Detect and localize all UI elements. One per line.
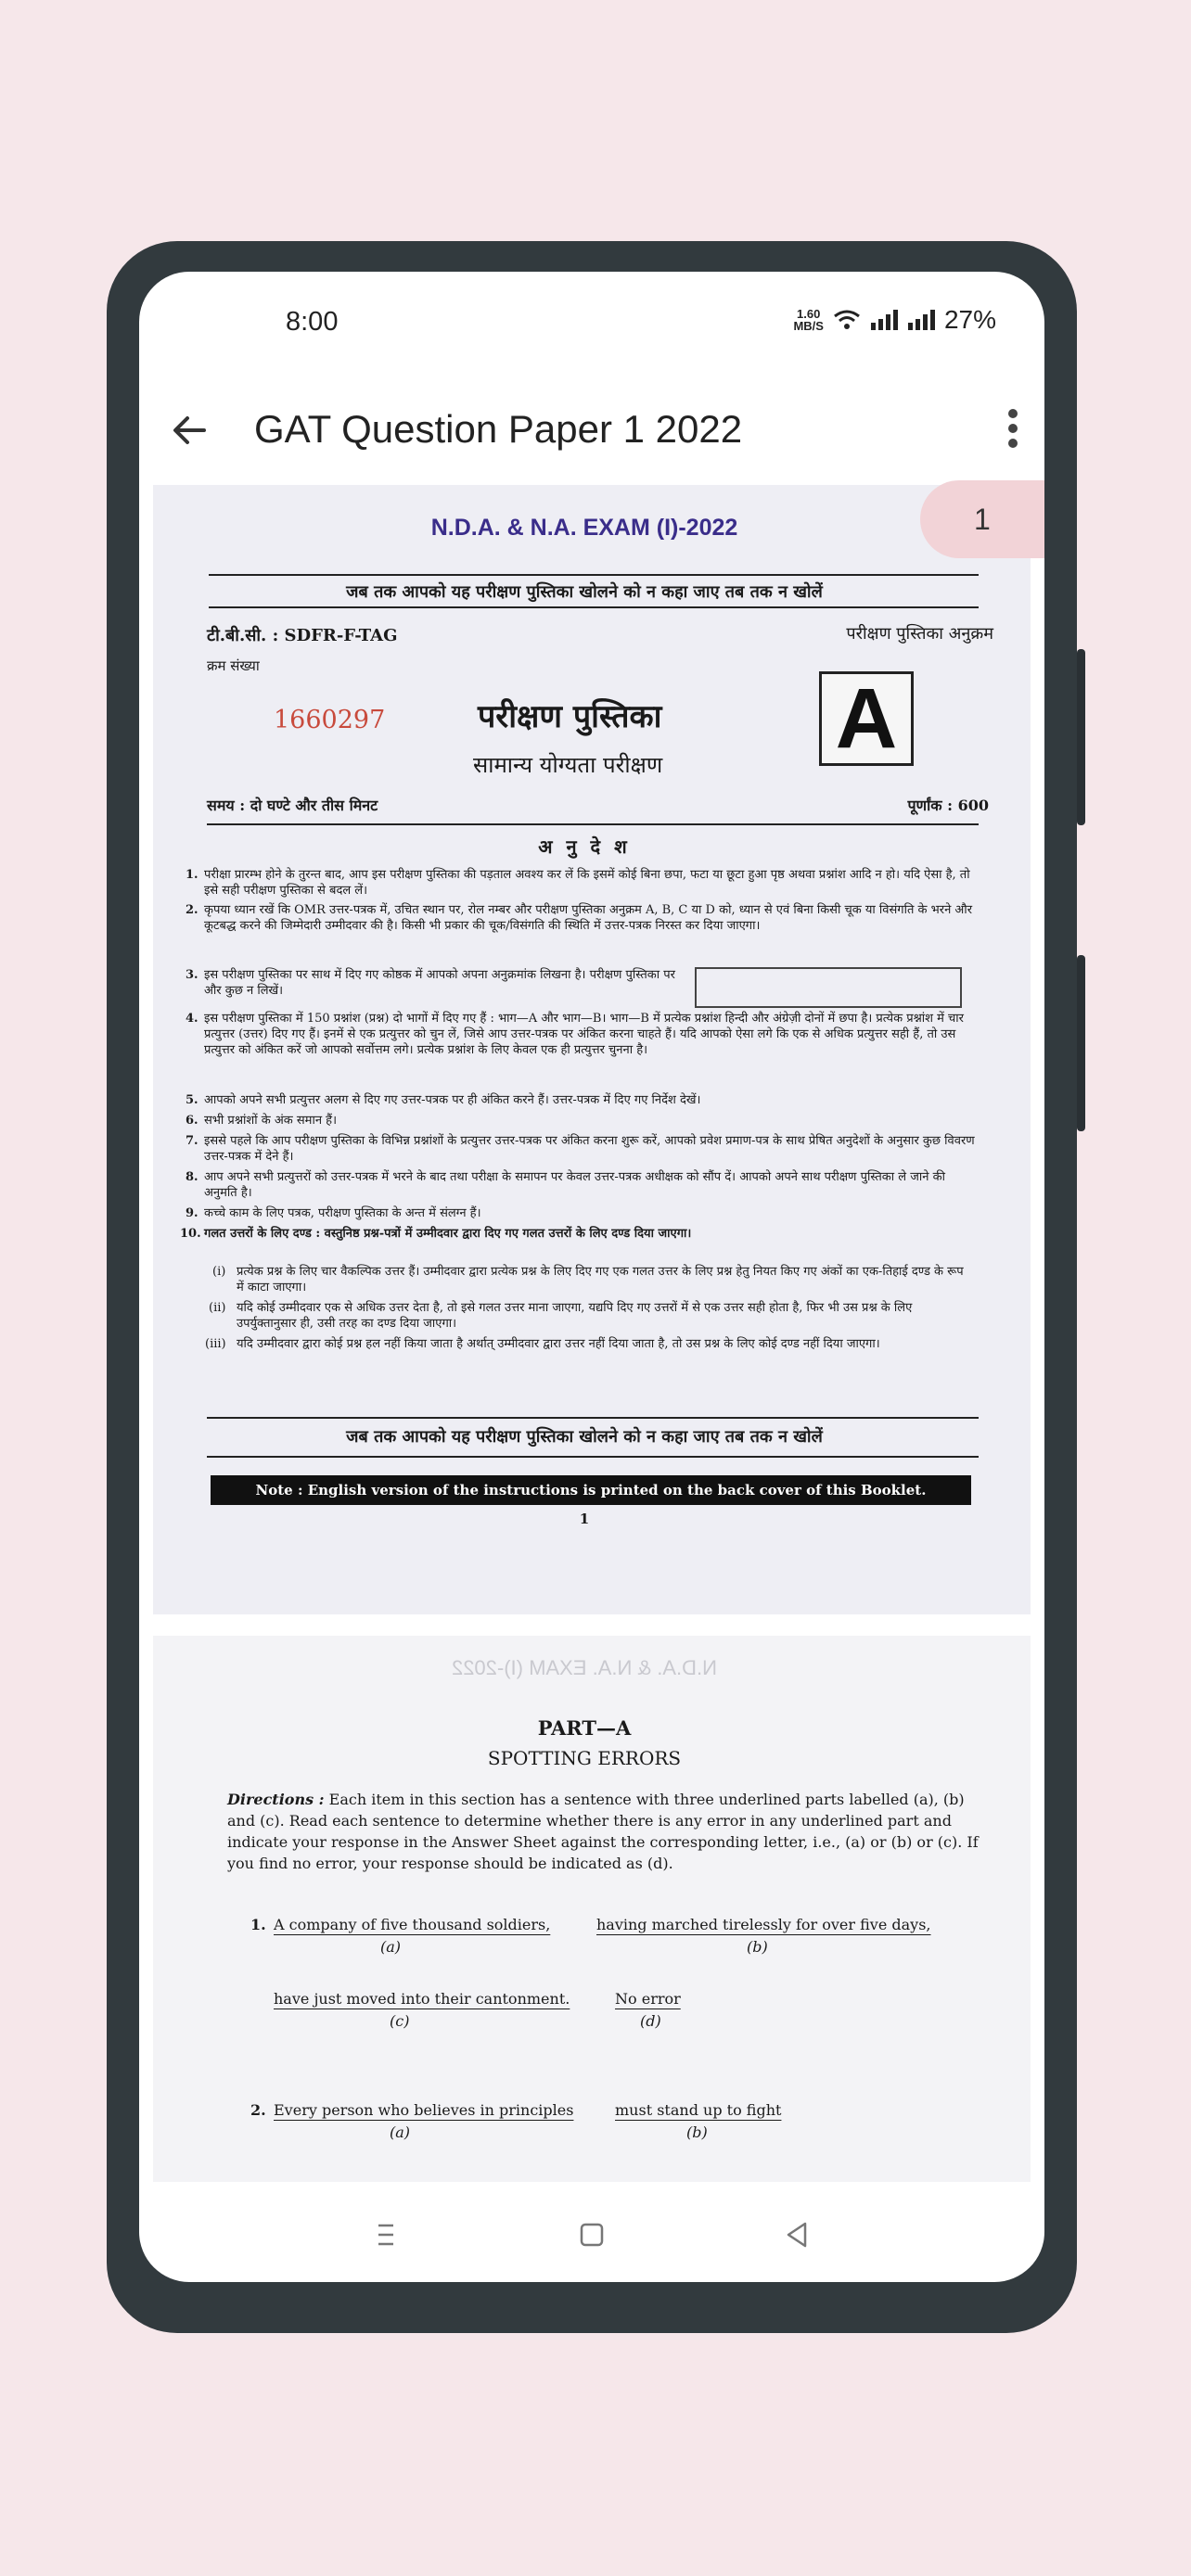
network-speed (793, 308, 824, 332)
booklet-sequence-label: परीक्षण पुस्तिका अनुक्रम (846, 624, 993, 644)
status-bar (139, 272, 1044, 374)
series-box (819, 671, 914, 766)
instruction-item: 10. गलत उत्तरों के लिए दण्ड : वस्तुनिष्ठ प्रश्न-पत्रों में उम्मीदवार द्वारा दिए गए गलत उत्तरों के लिए दण्ड दिया जाएगा। (180, 1227, 692, 1241)
q1-part-c: have just moved into their cantonment. (274, 1990, 570, 2008)
part-heading: PART—A (537, 1716, 632, 1740)
divider (207, 1456, 979, 1458)
q1-label-b: (b) (747, 1938, 768, 1956)
page-indicator (920, 480, 1044, 558)
serial-number: 1660297 (274, 706, 386, 734)
banner-bottom: जब तक आपको यह परीक्षण पुस्तिका खोलने को न कहा जाए तब तक न खोलें (346, 1427, 823, 1447)
pdf-page-1 (153, 485, 1031, 1614)
instruction-item: 3. इस परीक्षण पुस्तिका पर साथ में दिए गए कोष्ठक में आपको अपना अनुक्रमांक लिखना है। परीक्षण पुस्तिका पर और कुछ न लिखें। (186, 968, 675, 998)
question-2-number: 2. (250, 2101, 266, 2119)
q2-part-b: must stand up to fight (615, 2101, 782, 2119)
speed-value: 1.60 (797, 307, 821, 321)
signal-icon-2 (907, 310, 935, 330)
q1-part-b: having marched tirelessly for over five days, (596, 1916, 931, 1933)
divider (207, 823, 979, 825)
english-note: Note : English version of the instructions is printed on the back cover of this Booklet. (211, 1475, 971, 1505)
instructions-heading: अ नु दे श (538, 835, 631, 858)
divider (209, 606, 979, 608)
more-options-icon[interactable] (1005, 405, 1020, 453)
q2-label-b: (b) (686, 2123, 708, 2141)
back-nav-icon[interactable] (779, 2216, 816, 2253)
q1-label-a: (a) (380, 1938, 402, 1956)
instruction-item: 5. आपको अपने सभी प्रत्युत्तर अलग से दिए गए उत्तर-पत्रक पर ही अंकित करने हैं। उत्तर-पत्रक में दिए गए निर्देश देखें। (186, 1093, 701, 1107)
home-icon[interactable] (573, 2216, 610, 2253)
instruction-item: 2. कृपया ध्यान रखें कि OMR उत्तर-पत्रक में, उचित स्थान पर, रोल नम्बर और परीक्षण पुस्तिका अनुक्रम A, B, C या D को, ध्यान से एवं बिना किसी चूक या विसंगति के भरने और कूटबद्ध करने की जिम्मेदारी उम्मीदवार की है। किसी भी प्रकार की चूक/विसंगति की स्थिति में उत्तर-पत्रक निरस्त कर दिया जाएगा। (186, 903, 973, 933)
instruction-item: 6. सभी प्रश्नांशों के अंक समान हैं। (186, 1114, 337, 1128)
roll-number-box (695, 967, 962, 1008)
recent-apps-icon[interactable] (367, 2216, 404, 2253)
status-time: 8:00 (286, 307, 339, 337)
page-title: GAT Question Paper 1 2022 (254, 407, 743, 451)
q2-part-a: Every person who believes in principles (274, 2101, 574, 2119)
page-number: 1 (579, 1511, 590, 1527)
question-1-number: 1. (250, 1916, 266, 1933)
instruction-subitem: (iii) यदि उम्मीदवार द्वारा कोई प्रश्न हल नहीं किया जाता है अर्थात् उम्मीदवार द्वारा उत्तर नहीं दिया जाता है, तो उस प्रश्न के लिए कोई दण्ड नहीं दिया जाएगा। (205, 1337, 880, 1351)
system-nav-bar (139, 2196, 1044, 2279)
signal-icon (870, 310, 898, 330)
ghost-title: N.D.A. & N.A. EXAM (I)-2022 (451, 1656, 718, 1679)
exam-title: N.D.A. & N.A. EXAM (I)-2022 (430, 515, 738, 541)
instruction-item: 8. आप अपने सभी प्रत्युत्तरों को उत्तर-पत्रक में भरने के बाद तथा परीक्षा के समापन पर केवल उत्तर-पत्रक अधीक्षक को सौंप दें। आपको अपने साथ परीक्षण पुस्तिका ले जाने की अनुमति है। (186, 1170, 945, 1200)
tbc-label: टी.बी.सी. : SDFR-F-TAG (207, 626, 398, 645)
battery-percent: 27% (943, 305, 996, 334)
divider (209, 574, 979, 576)
series-letter: A (835, 671, 898, 766)
directions: Directions : Each item in this section has a sentence with three underlined parts labelled (a), (b) and (c). Read each sentence to determine whether there is any error in any underlined part and indicate your response in the Answer Sheet against the corresponding letter, i.e., (a) or (b) or (c). If you find no error, your response should be indicated as (d). (227, 1791, 979, 1872)
time-label: समय : दो घण्टे और तीस मिनट (207, 797, 378, 814)
booklet-subtitle: सामान्य योग्यता परीक्षण (473, 752, 663, 778)
pdf-page-2 (153, 1636, 1031, 2182)
q1-part-d: No error (615, 1990, 681, 2008)
instruction-item: 7. इससे पहले कि आप परीक्षण पुस्तिका के विभिन्न प्रश्नांशों के प्रत्युत्तर उत्तर-पत्रक पर अंकित करना शुरू करें, आपको प्रवेश प्रमाण-पत्र के साथ प्रेषित अनुदेशों के अनुसार कुछ विवरण उत्तर-पत्रक में देने हैं। (186, 1134, 975, 1164)
banner-top: जब तक आपको यह परीक्षण पुस्तिका खोलने को न कहा जाए तब तक न खोलें (346, 582, 823, 602)
divider (207, 1417, 979, 1419)
instruction-item: 4. इस परीक्षण पुस्तिका में 150 प्रश्नांश (प्रश्न) दो भागों में दिए गए हैं : भाग—A और भाग—B। भाग—B में प्रत्येक प्रश्नांश हिन्दी और अंग्रेज़ी दोनों में छपा है। प्रत्येक प्रश्नांश में चार प्रत्युत्तर (उत्तर) दिए गए हैं। इनमें से एक प्रत्युत्तर को चुन लें, जिसे आप उत्तर-पत्रक पर अंकित करना चाहते हैं। यदि आपको ऐसा लगे कि एक से अधिक प्रत्युत्तर सही हैं, तो उस प्रत्युत्तर को अंकित करें जो आपको सर्वोत्तम लगे। प्रत्येक प्रश्नांश के लिए केवल एक ही प्रत्युत्तर चुनना है। (186, 1012, 964, 1057)
instruction-subitem: (i) प्रत्येक प्रश्न के लिए चार वैकल्पिक उत्तर हैं। उम्मीदवार द्वारा प्रत्येक प्रश्न के लिए दिए गए एक गलत उत्तर के लिए प्रश्न हेतु नियत किए गए अंकों का एक-तिहाई दण्ड के रूप में काटा जाएगा। (212, 1265, 964, 1294)
pdf-viewer[interactable] (139, 480, 1044, 2182)
instruction-item: 1. परीक्षा प्रारम्भ होने के तुरन्त बाद, आप इस परीक्षण पुस्तिका की पड़ताल अवश्य कर लें कि इसमें कोई बिना छपा, फटा या छूटा हुआ पृष्ठ अथवा प्रश्नांश आदि न हो। यदि ऐसा है, तो इसे सही परीक्षण पुस्तिका से बदल लें। (186, 868, 970, 898)
back-arrow-icon[interactable] (167, 407, 213, 453)
page-indicator-number: 1 (974, 503, 991, 536)
serial-label: क्रम संख्या (207, 657, 260, 674)
power-button (1077, 649, 1085, 825)
speed-unit: MB/S (793, 319, 824, 333)
instruction-subitem: (ii) यदि कोई उम्मीदवार एक से अधिक उत्तर देता है, तो इसे गलत उत्तर माना जाएगा, यद्यपि दिए गए उत्तरों में से एक उत्तर सही होता है, फिर भी उस प्रश्न के लिए उपर्युक्तानुसार ही, उसी तरह का दण्ड दिया जाएगा। (209, 1301, 913, 1331)
marks-label: पूर्णांक : 600 (907, 797, 989, 814)
volume-button (1077, 955, 1085, 1131)
wifi-icon (833, 309, 861, 331)
booklet-title: परीक्षण पुस्तिका (478, 698, 662, 735)
section-heading: SPOTTING ERRORS (487, 1747, 682, 1769)
q1-part-a: A company of five thousand soldiers, (274, 1916, 551, 1933)
q1-label-c: (c) (390, 2012, 410, 2030)
phone-screen (139, 272, 1044, 2282)
q2-label-a: (a) (390, 2123, 411, 2141)
status-icons (793, 305, 996, 335)
instruction-item: 9. कच्चे काम के लिए पत्रक, परीक्षण पुस्तिका के अन्त में संलग्न हैं। (186, 1206, 481, 1220)
q1-label-d: (d) (640, 2012, 661, 2030)
